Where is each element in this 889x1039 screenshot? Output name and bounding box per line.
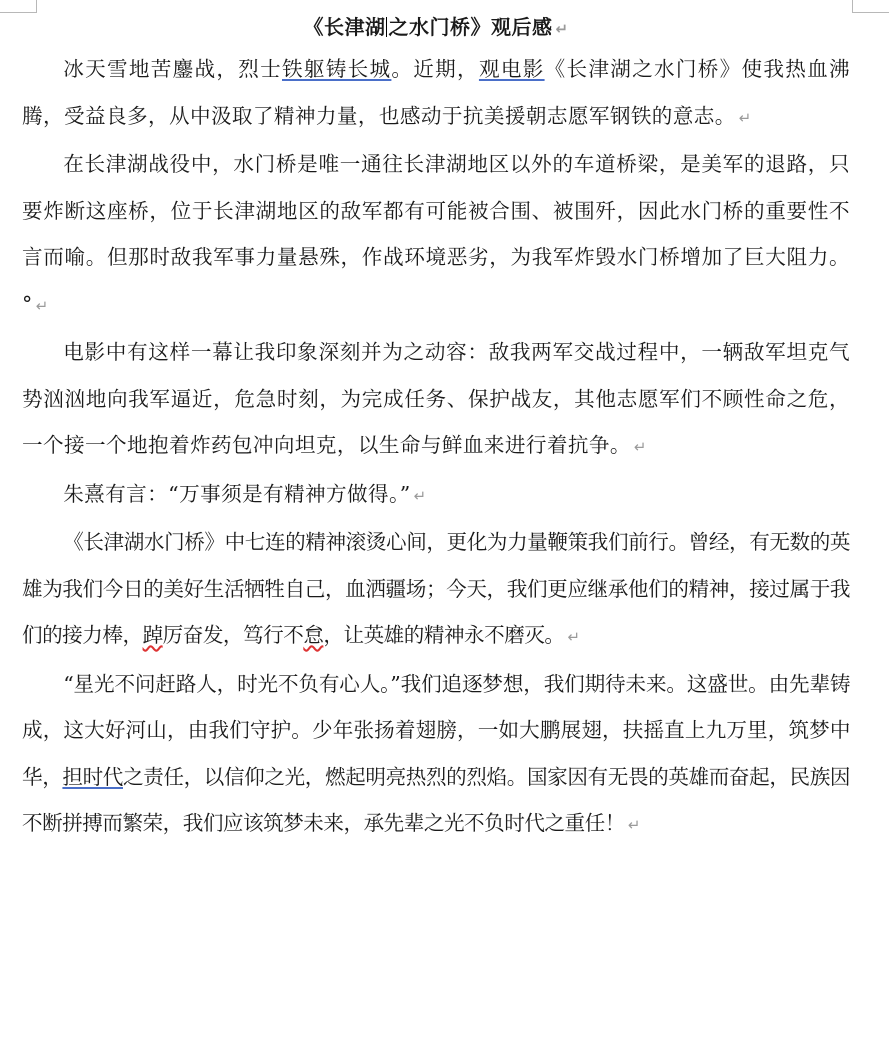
document-title[interactable] bbox=[22, 10, 850, 46]
p5-text-1: 《长津湖水门桥》中七连的精神滚烫心间，更化为力量鞭策我们前行。曾经，有无数的英雄为我们今日的美好生活牺牲自己，血洒疆场；今天，我们更应继承他们的精神，接过属于我们的接力棒， bbox=[22, 530, 850, 647]
paragraph-6[interactable] bbox=[22, 661, 850, 849]
p4-text: 朱熹有言：“万事须是有精神方做得。” bbox=[63, 481, 411, 506]
p1-underlined-phrase-2: 观电影 bbox=[478, 57, 545, 81]
paragraph-mark-icon: ↵ bbox=[627, 816, 640, 834]
paragraph-mark-icon: ↵ bbox=[738, 108, 752, 127]
paragraph-1[interactable] bbox=[22, 46, 850, 141]
paragraph-mark-icon: ↵ bbox=[35, 296, 49, 315]
p1-text-2: 。近期， bbox=[391, 57, 479, 81]
paragraph-mark-icon: ↵ bbox=[413, 486, 427, 505]
p6-underlined-phrase: 担时代 bbox=[62, 764, 123, 789]
document-body[interactable] bbox=[22, 10, 850, 849]
paragraph-2[interactable] bbox=[22, 141, 850, 329]
paragraph-mark-icon: ↵ bbox=[633, 438, 647, 456]
page-corner-mark-right bbox=[852, 0, 889, 13]
paragraph-4[interactable] bbox=[22, 471, 850, 520]
title-text-start: 《长津湖 bbox=[303, 15, 386, 39]
p6-text-2: 之责任，以信仰之光，燃起明亮热烈的烈焰。国家因有无畏的英雄而奋起，民族因不断拼搏而繁荣，我们应该筑梦未来，承先辈之光不负时代之重任！ bbox=[22, 764, 851, 835]
p5-spellcheck-word-2: 怠 bbox=[303, 623, 324, 647]
paragraph-5[interactable] bbox=[22, 519, 850, 661]
paragraph-3[interactable] bbox=[22, 329, 850, 471]
p2-text: 在长津湖战役中，水门桥是唯一通往长津湖地区以外的车道桥梁，是美军的退路，只要炸断这座桥，位于长津湖地区的敌军都有可能被合围、被围歼，因此水门桥的重要性不言而喻。但那时敌我军事力量悬殊，作战环境恶劣，为我军炸毁水门桥增加了巨大阻力。° bbox=[22, 152, 850, 316]
p6-text-1: “星光不问赶路人，时光不负有心人。”我们追逐梦想，我们期待未来。这盛世。由先辈铸成，这大好河山，由我们守护。少年张扬着翅膀，一如大鹏展翅，扶摇直上九万里，筑梦中华， bbox=[22, 671, 850, 789]
p1-text-1: 冰天雪地苦鏖战，烈士 bbox=[63, 57, 282, 81]
p5-spellcheck-word-1: 踔 bbox=[142, 623, 163, 647]
p3-text: 电影中有这样一幕让我印象深刻并为之动容：敌我两军交战过程中，一辆敌军坦克气势汹汹地向我军逼近，危急时刻，为完成任务、保护战友，其他志愿军们不顾性命之危，一个接一个地抱着炸药包冲向坦克，以生命与鲜血来进行着抗争。 bbox=[22, 340, 850, 457]
p1-text-3: 《长津湖之水门桥》使我热血沸腾，受益良多，从中汲取了精神力量，也感动于抗美援朝志愿军钢铁的意志。 bbox=[22, 57, 851, 128]
paragraph-mark-icon: ↵ bbox=[555, 20, 569, 38]
p5-text-2: 厉奋发，笃行不 bbox=[162, 623, 304, 647]
p1-underlined-phrase-1: 铁躯铸长城 bbox=[282, 57, 392, 81]
title-text-end: 之水门桥》观后感 bbox=[388, 15, 553, 39]
p5-text-3: ，让英雄的精神永不磨灭。 bbox=[323, 623, 565, 647]
paragraph-mark-icon: ↵ bbox=[567, 628, 580, 646]
